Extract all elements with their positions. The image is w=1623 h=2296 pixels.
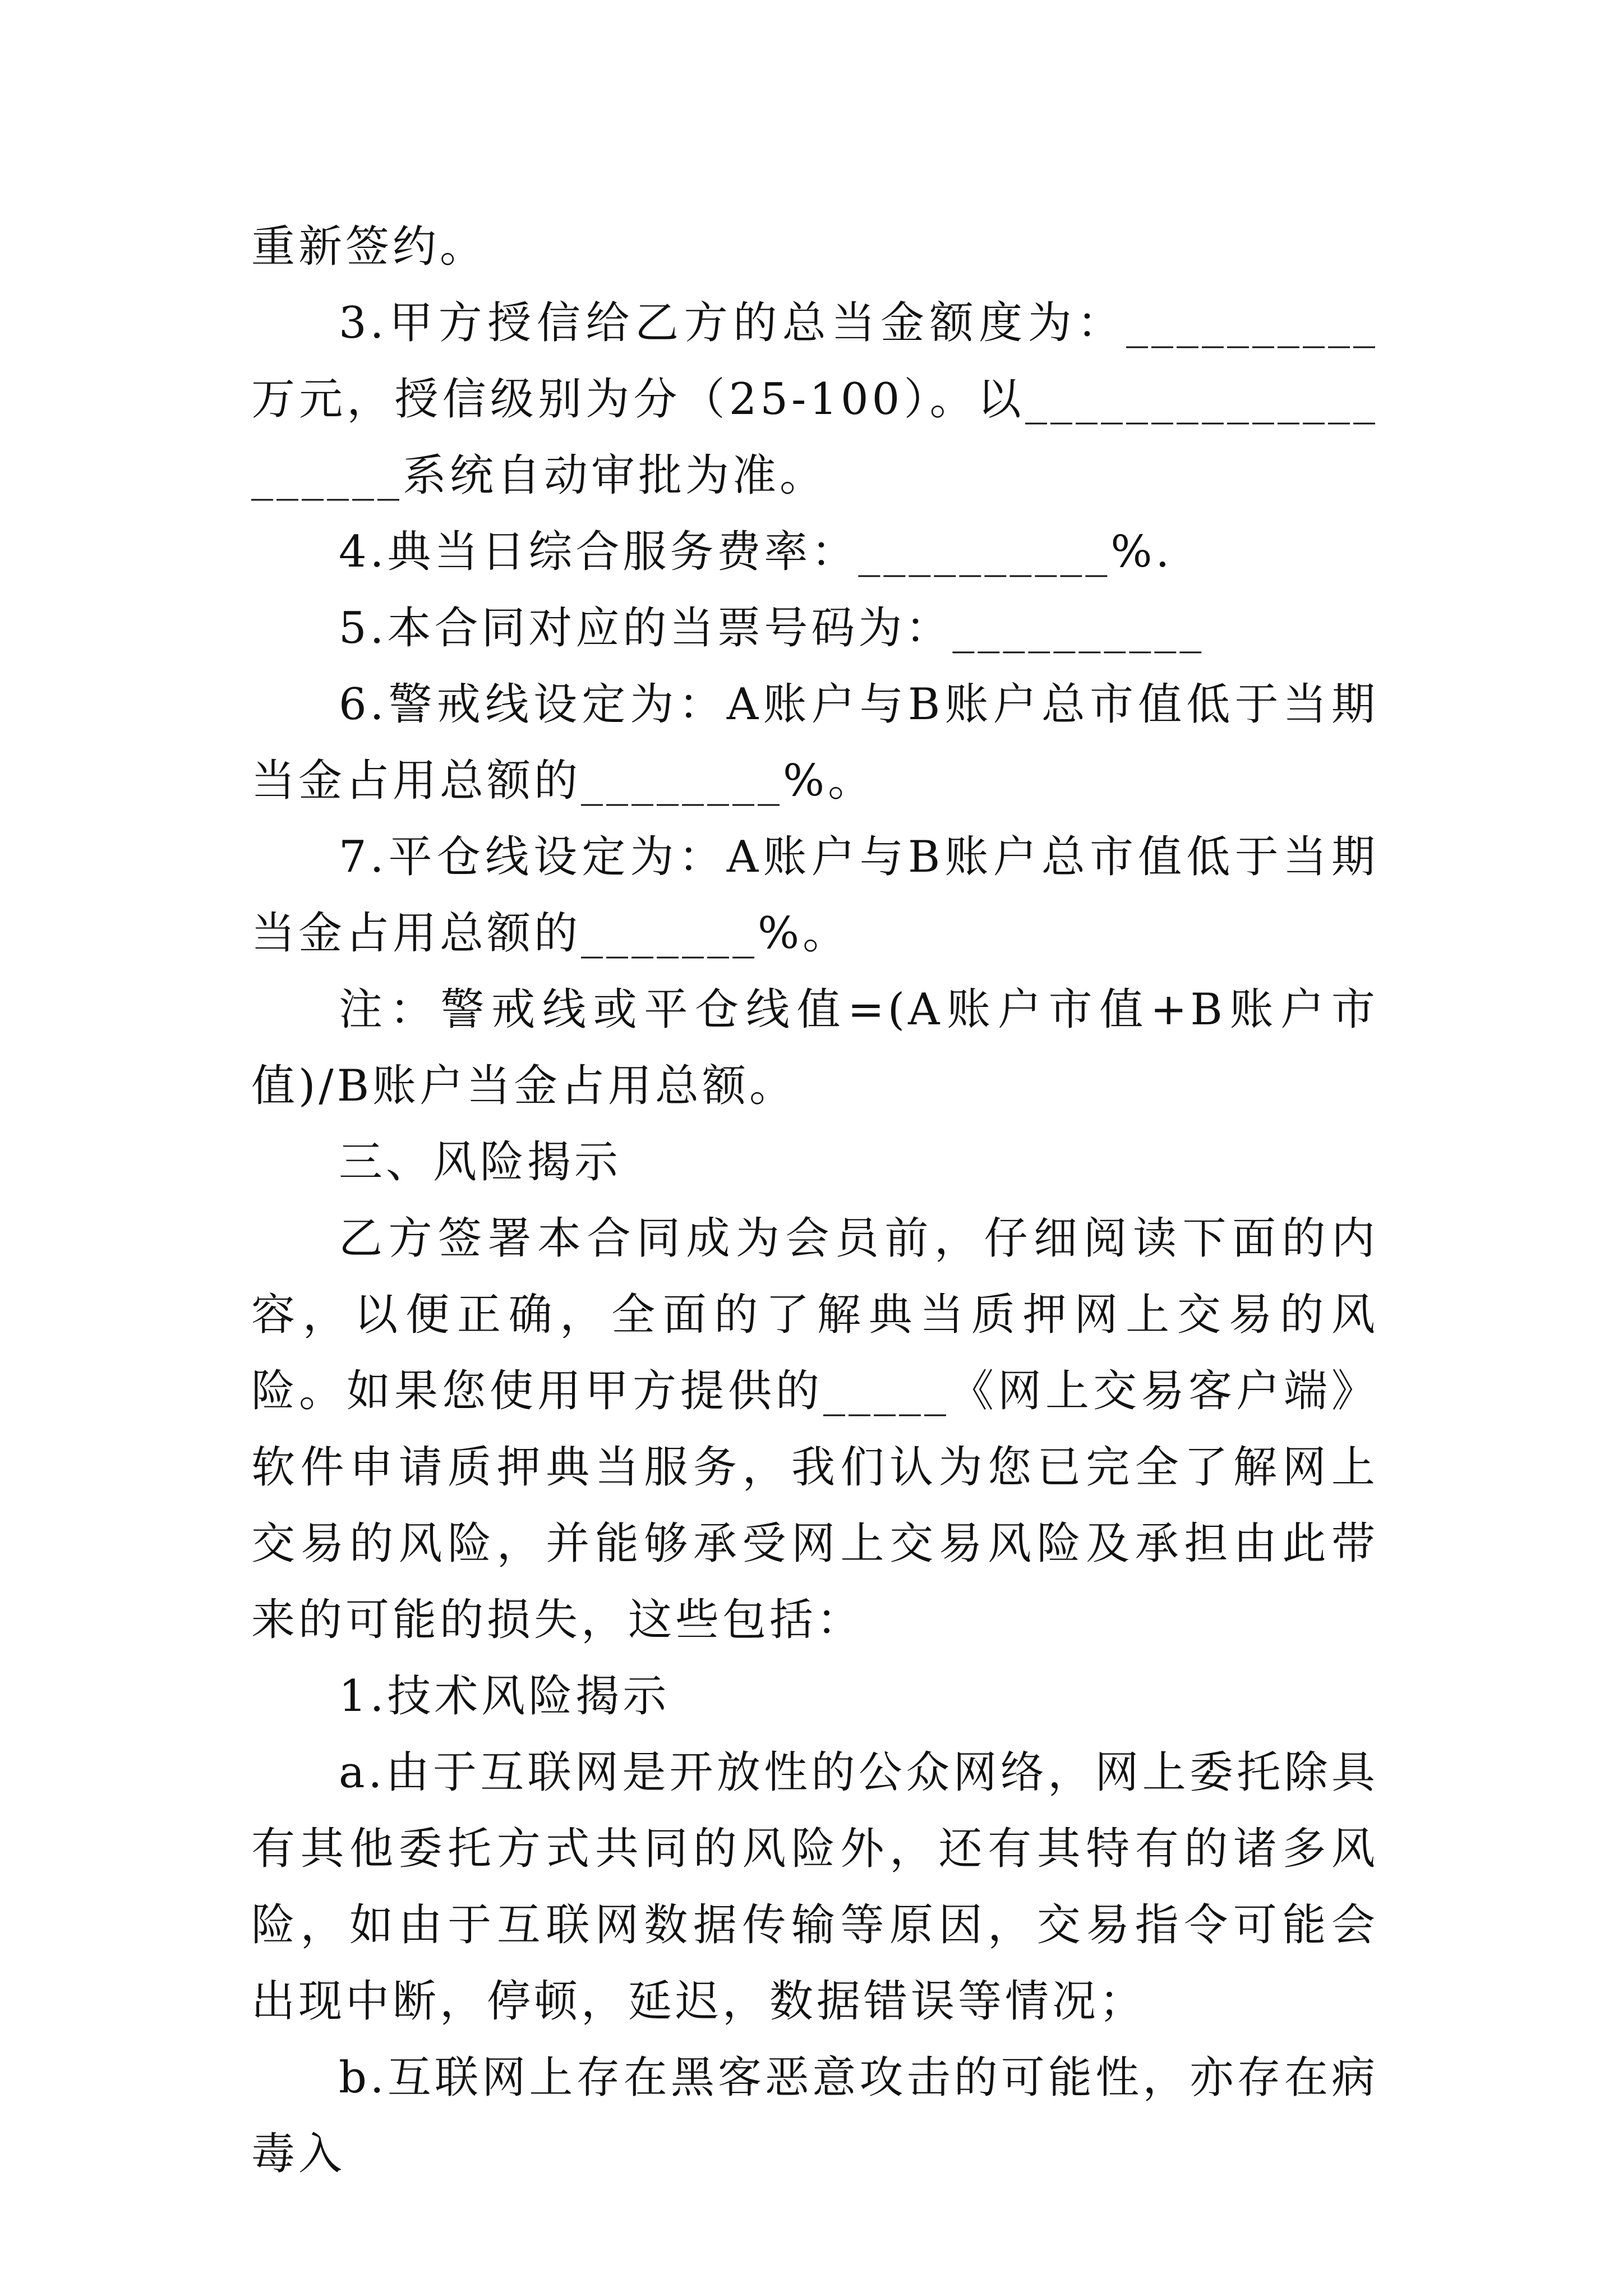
paragraph-credit-limit: 3.甲方授信给乙方的总当金额度为：__________万元，授信级别为分（25-100）。以____________________系统自动审批为准。 [251, 298, 1378, 501]
document-page [251, 209, 1378, 2192]
paragraph-service-fee-rate: 4.典当日综合服务费率：__________%. [339, 527, 1173, 577]
section-heading-risk-disclosure: 三、风险揭示 [339, 1137, 622, 1188]
paragraph-risk-b: b.互联网上存在黑客恶意攻击的可能性，亦存在病毒入 [251, 2053, 1378, 2179]
paragraph-risk-intro: 乙方签署本合同成为会员前，仔细阅读下面的内容，以便正确，全面的了解典当质押网上交易的风险。如果您使用甲方提供的_____《网上交易客户端》软件申请质押典当服务，我们认为您已完全了解网上交易的风险，并能够承受网上交易风险及承担由此带来的可能的损失，这些包括： [251, 1213, 1378, 1645]
paragraph-ticket-number: 5.本合同对应的当票号码为：__________ [339, 603, 1205, 654]
paragraph-risk-a: a.由于互联网是开放性的公众网络，网上委托除具有其他委托方式共同的风险外，还有其特有的诸多风险，如由于互联网数据传输等原因，交易指令可能会出现中断，停顿，延迟，数据错误等情况； [251, 1747, 1378, 2027]
paragraph-note: 注：警戒线或平仓线值=(A账户市值+B账户市值)/B账户当金占用总额。 [251, 984, 1378, 1111]
subheading-technical-risk: 1.技术风险揭示 [339, 1671, 670, 1722]
paragraph-warning-line: 6.警戒线设定为：A账户与B账户总市值低于当期当金占用总额的________%。 [251, 679, 1378, 806]
paragraph-liquidation-line: 7.平仓线设定为：A账户与B账户总市值低于当期当金占用总额的_______%。 [251, 832, 1378, 959]
paragraph-resign: 重新签约。 [251, 222, 487, 272]
